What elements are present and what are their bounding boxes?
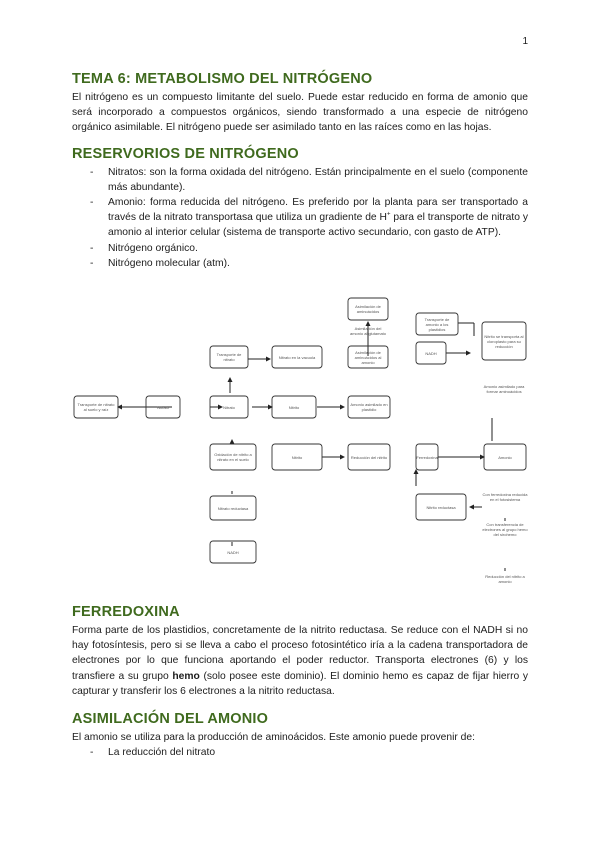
section-paragraph — [72, 623, 528, 699]
node-nitrito-reductasa: Nitrito reductasa — [426, 504, 456, 510]
section-title: ASIMILACIÓN DEL AMONIO — [72, 711, 269, 727]
list-item: - Nitrógeno molecular (atm). — [72, 256, 528, 271]
nitrogen-flow-diagram — [72, 296, 528, 604]
node-oxidacion-nitrito: Oxidación de nitrito a nitrato en el suelo — [214, 452, 252, 462]
section-metabolismo — [72, 70, 528, 136]
list-item: - Nitrógeno orgánico. — [72, 241, 528, 256]
section-ferredoxina — [72, 603, 528, 699]
node-asimilacion-amonio: Asimilación de aminoácidos al amonio — [354, 349, 382, 365]
source-list — [72, 745, 528, 760]
section-title: FERREDOXINA — [72, 604, 180, 620]
node-nitrato-left: Nitrato — [157, 404, 169, 410]
superscript: + — [386, 211, 391, 218]
note-grupo-hemo: Con transferencia de electrones al grupo hemo del sirohemo — [482, 522, 528, 537]
node-nadh-top: NADH — [425, 350, 437, 356]
node-nota-nitrito: Nitrito se transporta al cloroplasto para su reducción — [484, 333, 524, 349]
node-transporte-nitrato: Transporte de nitrato — [216, 352, 242, 362]
section-paragraph: El amonio se utiliza para la producción de aminoácidos. Este amonio puede provenir de: — [72, 732, 475, 743]
node-nitrito: Nitrito — [288, 404, 300, 410]
list-item: - La reducción del nitrato — [72, 745, 528, 760]
note-asimilacion-glutamato: Asimilación del amonio al glutamato — [349, 326, 387, 336]
node-transporte-amonio: Transporte de amonio a los plastidios — [424, 316, 450, 332]
node-transporte-suelo: Transporte de nitrato al suelo y raíz — [77, 402, 115, 412]
node-reduccion-nitrito: Reducción del nitrito — [350, 454, 388, 460]
node-ferredoxina: Ferredoxina — [416, 454, 438, 460]
note-aminoacidos: Amonio asimilado para formar aminoácidos — [483, 384, 525, 394]
node-nadh: NADH — [227, 549, 239, 555]
node-amonio-plastidio: Amonio asimilado en plastidio — [350, 402, 388, 412]
node-nitrato: Nitrato — [223, 404, 235, 410]
ferredoxina-text-cont: (solo posee este dominio). El dominio hemo es capaz de fijar hierro y capturar y transferir los 6 electrones a la nitrito reductasa. — [72, 670, 529, 697]
note-ferredoxina-reducida: Con ferredoxina reducida en el fotosistema — [482, 492, 528, 502]
section-asimilacion-amonio — [72, 710, 528, 760]
ferredoxina-text: Forma parte de los plastidios, concretamente de la nitrito reductasa. Se reduce con el NADH si no hay fotosíntesis, pero si se lleva a cabo el proceso fotosintético iría a la cadena transportadora de electrones por lo que funciona aportando el poder reductor. Transporta electrones (6) y los transfiere a su grupo — [72, 625, 528, 682]
section-title: RESERVORIOS DE NITRÓGENO — [72, 145, 299, 162]
amonio-text: Amonio: forma reducida del nitrógeno. Es preferido por la planta para ser transportado a través de la nitrato transportasa que utiliza un gradiente de H — [108, 197, 528, 224]
node-nitrato-reductasa: Nitrato reductasa — [217, 505, 249, 511]
main-content — [72, 70, 528, 271]
list-item: - Nitratos: son la forma oxidada del nitrógeno. Están principalmente en el suelo (componente más abundante). — [72, 165, 528, 195]
list-item — [72, 195, 528, 241]
reservoir-list — [72, 165, 528, 271]
node-nitrato-vacuola: Nitrato en la vacuola — [278, 354, 316, 360]
page-number: 1 — [522, 36, 528, 47]
section-title: TEMA 6: METABOLISMO DEL NITRÓGENO — [72, 71, 373, 87]
amonio-text-cont: para el transporte de nitrato y amonio al interior celular (sistema de transporte activo secundario, con gasto de ATP). — [108, 212, 528, 239]
section-paragraph: El nitrógeno es un compuesto limitante del suelo. Puede estar reducido en forma de amonio que será incorporado a compuestos orgánicos, siendo transformado a una especie de nitrógeno orgánico asimilable. El nitrógeno puede ser asimilado tanto en las raíces como en las hojas. — [72, 92, 528, 134]
note-reduccion-amonio: Reducción del nitrito a amonio — [485, 574, 525, 584]
node-amonio: Amonio — [498, 454, 512, 460]
section-reservorios — [72, 145, 528, 271]
bold-term: hemo — [172, 670, 200, 682]
node-nitrito-2: Nitrito — [291, 454, 303, 460]
node-asimilacion-aminoacidos: Asimilación de aminoácidos — [355, 304, 381, 314]
